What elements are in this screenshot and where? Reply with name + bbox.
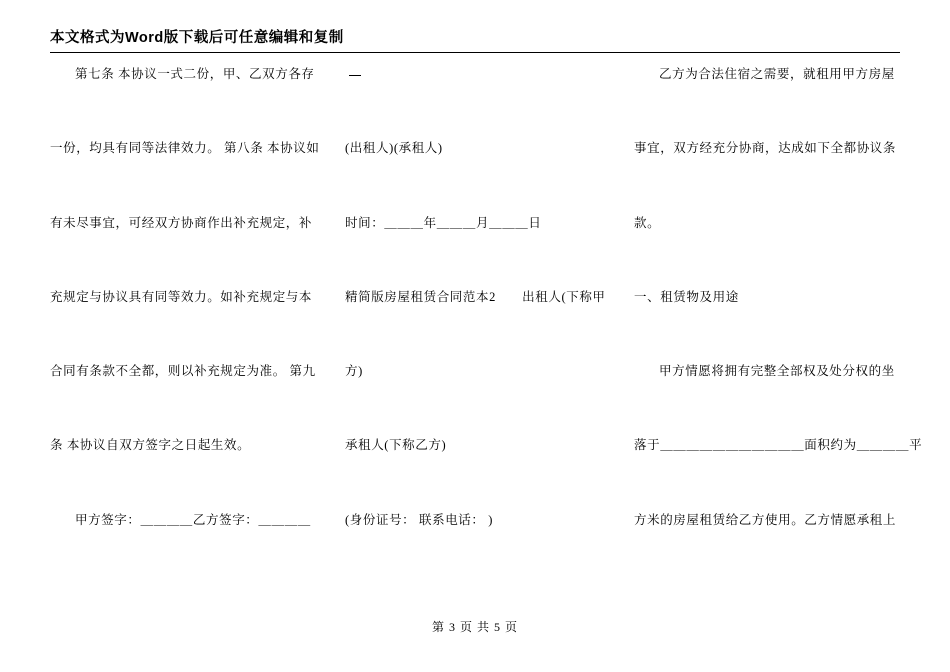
- text-line: 乙方为合法住宿之需要，就租用甲方房屋: [659, 67, 895, 81]
- page-footer: 第 3 页 共 5 页: [431, 620, 518, 634]
- text-line: 第七条 本协议一式二份，甲、乙双方各存: [75, 67, 315, 81]
- column-middle: [345, 66, 606, 586]
- short-rule: [349, 75, 361, 76]
- text-line: 有未尽事宜，可经双方协商作出补充规定，补: [50, 215, 313, 230]
- text-line: (出租人)(承租人): [345, 141, 443, 156]
- text-line: 事宜，双方经充分协商，达成如下全都协议条: [634, 141, 897, 156]
- text-line: 条 本协议自双方签字之日起生效。: [50, 438, 251, 453]
- text-line: 精简版房屋租赁合同范本2 出租人(下称甲: [345, 289, 606, 304]
- document-header: 本文格式为Word版下载后可任意编辑和复制: [50, 30, 344, 46]
- text-line: (身份证号： 联系电话： ): [345, 512, 493, 527]
- text-line: 款。: [634, 215, 661, 230]
- text-line: 时间：＿＿＿年＿＿＿月＿＿＿日: [345, 215, 542, 230]
- text-line-blank: [345, 66, 595, 140]
- header-divider: [50, 52, 900, 53]
- text-line: 落于＿＿＿＿＿＿＿＿＿＿＿面积约为＿＿＿＿平: [634, 438, 923, 453]
- text-line: 甲方签字：＿＿＿＿乙方签字：＿＿＿＿: [75, 512, 311, 527]
- text-line: 合同有条款不全都，则以补充规定为准。 第九: [50, 364, 316, 379]
- column-right: [634, 66, 923, 586]
- text-line: 方米的房屋租赁给乙方使用。乙方情愿承租上: [634, 512, 897, 527]
- text-line: 承租人(下称乙方): [345, 438, 447, 453]
- text-line: 一、租赁物及用途: [634, 289, 739, 304]
- text-line: 方): [345, 364, 363, 379]
- document-columns: [50, 66, 923, 586]
- column-left: [50, 66, 320, 586]
- text-line: 一份，均具有同等法律效力。 第八条 本协议如: [50, 141, 320, 156]
- text-line: 甲方情愿将拥有完整全部权及处分权的坐: [659, 364, 895, 379]
- text-line: 充规定与协议具有同等效力。如补充规定与本: [50, 289, 313, 304]
